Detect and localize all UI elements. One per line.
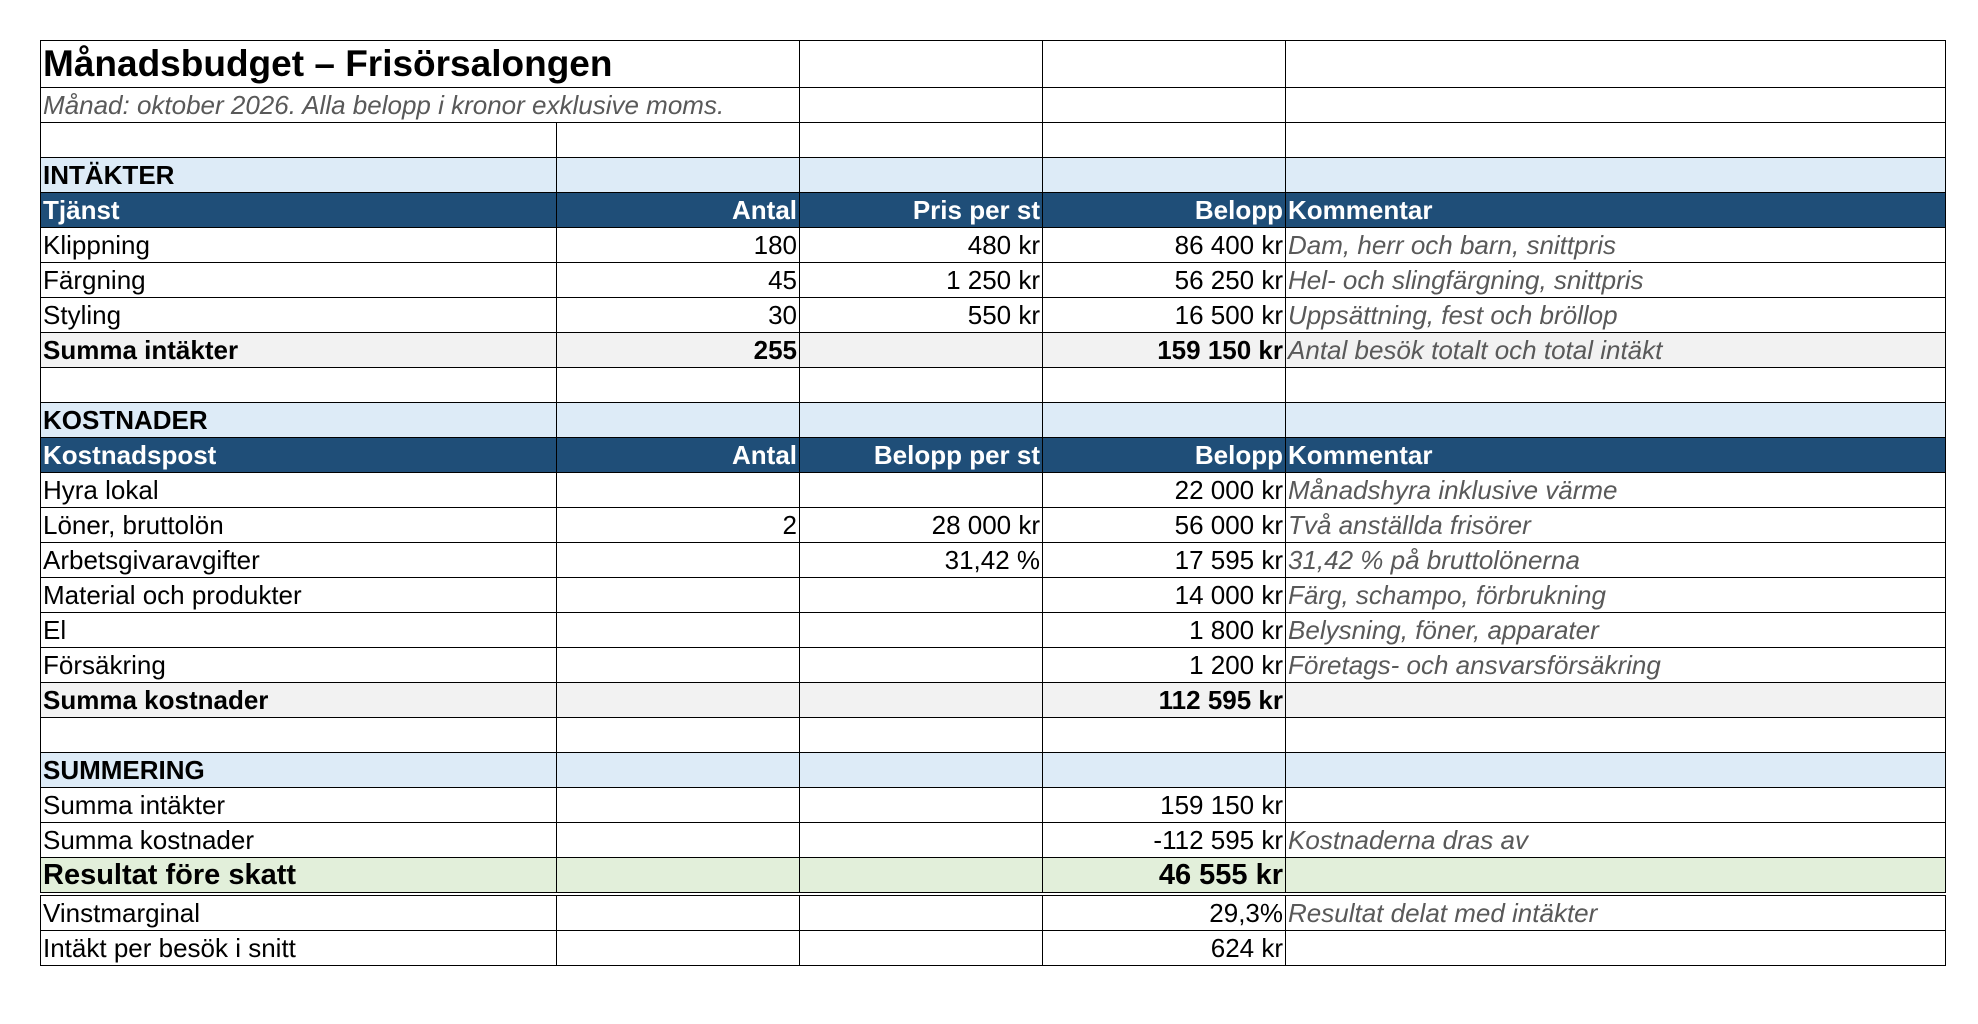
income-total-label[interactable]: Summa intäkter (41, 333, 557, 368)
cell[interactable] (1286, 858, 1946, 895)
cost-row (41, 648, 1946, 683)
cell[interactable] (1286, 88, 1946, 123)
sheet-subtitle[interactable]: Månad: oktober 2026. Alla belopp i kronor exklusive moms. (41, 88, 800, 123)
costs-total-label[interactable]: Summa kostnader (41, 683, 557, 718)
cost-name[interactable]: Material och produkter (41, 578, 557, 613)
cell[interactable] (800, 753, 1043, 788)
cell[interactable] (1043, 123, 1286, 158)
cost-comment[interactable]: Färg, schampo, förbrukning (1286, 578, 1946, 613)
summary-income-row (41, 788, 1946, 823)
cell[interactable] (557, 931, 800, 966)
per-visit-row (41, 931, 1946, 966)
cell[interactable] (800, 333, 1043, 368)
cell[interactable] (800, 858, 1043, 895)
income-section-label[interactable]: INTÄKTER (41, 158, 557, 193)
margin-value[interactable]: 29,3% (1043, 894, 1286, 931)
service-price[interactable]: 1 250 kr (800, 263, 1043, 298)
service-comment[interactable]: Dam, herr och barn, snittpris (1286, 228, 1946, 263)
cost-count[interactable] (557, 543, 800, 578)
summary-income-amount[interactable]: 159 150 kr (1043, 788, 1286, 823)
column-header[interactable]: Kommentar (1286, 438, 1946, 473)
cost-row (41, 613, 1946, 648)
cost-amount[interactable]: 17 595 kr (1043, 543, 1286, 578)
cost-name[interactable]: Hyra lokal (41, 473, 557, 508)
cell[interactable] (800, 123, 1043, 158)
sheet-title[interactable]: Månadsbudget – Frisörsalongen (41, 41, 800, 88)
cost-unit-amount[interactable] (800, 473, 1043, 508)
cell[interactable] (1043, 368, 1286, 403)
cell[interactable] (41, 368, 557, 403)
cell[interactable] (557, 788, 800, 823)
summary-costs-row (41, 823, 1946, 858)
income-total-count[interactable]: 255 (557, 333, 800, 368)
cell[interactable] (800, 88, 1043, 123)
cost-unit-amount[interactable]: 31,42 % (800, 543, 1043, 578)
cell[interactable] (1286, 931, 1946, 966)
summary-section-label[interactable]: SUMMERING (41, 753, 557, 788)
cell[interactable] (557, 718, 800, 753)
cell[interactable] (1286, 683, 1946, 718)
cell[interactable] (557, 403, 800, 438)
cost-unit-amount[interactable] (800, 613, 1043, 648)
per-visit-label[interactable]: Intäkt per besök i snitt (41, 931, 557, 966)
cell[interactable] (41, 718, 557, 753)
cost-comment[interactable]: 31,42 % på bruttolönerna (1286, 543, 1946, 578)
cost-amount[interactable]: 22 000 kr (1043, 473, 1286, 508)
summary-income-label[interactable]: Summa intäkter (41, 788, 557, 823)
cell[interactable] (41, 123, 557, 158)
cell[interactable] (800, 718, 1043, 753)
cell[interactable] (1043, 158, 1286, 193)
column-header[interactable]: Belopp (1043, 438, 1286, 473)
summary-costs-label[interactable]: Summa kostnader (41, 823, 557, 858)
cell[interactable] (557, 823, 800, 858)
costs-header-row (41, 438, 1946, 473)
cost-name[interactable]: Försäkring (41, 648, 557, 683)
cost-count[interactable] (557, 578, 800, 613)
service-name[interactable]: Klippning (41, 228, 557, 263)
cell[interactable] (557, 368, 800, 403)
cost-comment[interactable]: Månadshyra inklusive värme (1286, 473, 1946, 508)
cost-unit-amount[interactable] (800, 578, 1043, 613)
service-price[interactable]: 550 kr (800, 298, 1043, 333)
cost-amount[interactable]: 1 200 kr (1043, 648, 1286, 683)
cost-name[interactable]: Arbetsgivaravgifter (41, 543, 557, 578)
margin-comment[interactable]: Resultat delat med intäkter (1286, 894, 1946, 931)
service-price[interactable]: 480 kr (800, 228, 1043, 263)
costs-total-row (41, 683, 1946, 718)
cell[interactable] (1286, 753, 1946, 788)
cell[interactable] (557, 683, 800, 718)
cost-name[interactable]: El (41, 613, 557, 648)
summary-costs-amount[interactable]: -112 595 kr (1043, 823, 1286, 858)
cost-count[interactable] (557, 473, 800, 508)
result-row (41, 858, 1946, 895)
cell[interactable] (557, 123, 800, 158)
cell[interactable] (557, 158, 800, 193)
income-section-row (41, 158, 1946, 193)
cost-row (41, 543, 1946, 578)
cell[interactable] (800, 788, 1043, 823)
service-amount[interactable]: 56 250 kr (1043, 263, 1286, 298)
cost-amount[interactable]: 56 000 kr (1043, 508, 1286, 543)
column-header[interactable]: Kommentar (1286, 193, 1946, 228)
cost-row (41, 473, 1946, 508)
cell[interactable] (1286, 403, 1946, 438)
income-row (41, 298, 1946, 333)
service-count[interactable]: 45 (557, 263, 800, 298)
cell[interactable] (1286, 718, 1946, 753)
cell[interactable] (1286, 41, 1946, 88)
cell[interactable] (1043, 88, 1286, 123)
cell[interactable] (800, 403, 1043, 438)
empty-row (41, 368, 1946, 403)
income-total-row (41, 333, 1946, 368)
costs-section-row (41, 403, 1946, 438)
cell[interactable] (1286, 788, 1946, 823)
column-header[interactable]: Antal (557, 193, 800, 228)
costs-section-label[interactable]: KOSTNADER (41, 403, 557, 438)
result-label[interactable]: Resultat före skatt (41, 858, 557, 895)
cost-name[interactable]: Löner, bruttolön (41, 508, 557, 543)
service-comment[interactable]: Hel- och slingfärgning, snittpris (1286, 263, 1946, 298)
per-visit-value[interactable]: 624 kr (1043, 931, 1286, 966)
cost-row (41, 578, 1946, 613)
cell[interactable] (1286, 158, 1946, 193)
cell[interactable] (800, 823, 1043, 858)
cell[interactable] (1043, 403, 1286, 438)
cost-unit-amount[interactable]: 28 000 kr (800, 508, 1043, 543)
service-amount[interactable]: 86 400 kr (1043, 228, 1286, 263)
cell[interactable] (1043, 41, 1286, 88)
cost-amount[interactable]: 14 000 kr (1043, 578, 1286, 613)
budget-spreadsheet (40, 40, 1946, 966)
cell[interactable] (1043, 753, 1286, 788)
margin-label[interactable]: Vinstmarginal (41, 894, 557, 931)
service-count[interactable]: 30 (557, 298, 800, 333)
cost-count[interactable]: 2 (557, 508, 800, 543)
cost-comment[interactable]: Två anställda frisörer (1286, 508, 1946, 543)
costs-total-amount[interactable]: 112 595 kr (1043, 683, 1286, 718)
cell[interactable] (800, 683, 1043, 718)
cost-unit-amount[interactable] (800, 648, 1043, 683)
cell[interactable] (557, 894, 800, 931)
cell[interactable] (800, 158, 1043, 193)
cell[interactable] (1043, 718, 1286, 753)
column-header[interactable]: Tjänst (41, 193, 557, 228)
column-header[interactable]: Antal (557, 438, 800, 473)
result-amount[interactable]: 46 555 kr (1043, 858, 1286, 895)
cell[interactable] (1286, 123, 1946, 158)
cost-count[interactable] (557, 613, 800, 648)
title-row (41, 41, 1946, 88)
column-header[interactable]: Belopp (1043, 193, 1286, 228)
margin-row (41, 894, 1946, 931)
service-name[interactable]: Styling (41, 298, 557, 333)
summary-section-row (41, 753, 1946, 788)
empty-row (41, 123, 1946, 158)
service-name[interactable]: Färgning (41, 263, 557, 298)
cost-amount[interactable]: 1 800 kr (1043, 613, 1286, 648)
income-row (41, 263, 1946, 298)
service-comment[interactable]: Uppsättning, fest och bröllop (1286, 298, 1946, 333)
column-header[interactable]: Kostnadspost (41, 438, 557, 473)
service-amount[interactable]: 16 500 kr (1043, 298, 1286, 333)
cell[interactable] (1286, 368, 1946, 403)
cell[interactable] (800, 368, 1043, 403)
column-header[interactable]: Belopp per st (800, 438, 1043, 473)
column-header[interactable]: Pris per st (800, 193, 1043, 228)
income-header-row (41, 193, 1946, 228)
empty-row (41, 718, 1946, 753)
cell[interactable] (800, 894, 1043, 931)
cost-comment[interactable]: Belysning, föner, apparater (1286, 613, 1946, 648)
cost-comment[interactable]: Företags- och ansvarsförsäkring (1286, 648, 1946, 683)
cell[interactable] (557, 753, 800, 788)
income-total-comment[interactable]: Antal besök totalt och total intäkt (1286, 333, 1946, 368)
cell[interactable] (800, 931, 1043, 966)
cell[interactable] (800, 41, 1043, 88)
cost-count[interactable] (557, 648, 800, 683)
service-count[interactable]: 180 (557, 228, 800, 263)
summary-costs-comment[interactable]: Kostnaderna dras av (1286, 823, 1946, 858)
income-row (41, 228, 1946, 263)
cell[interactable] (557, 858, 800, 895)
income-total-amount[interactable]: 159 150 kr (1043, 333, 1286, 368)
subtitle-row (41, 88, 1946, 123)
cost-row (41, 508, 1946, 543)
